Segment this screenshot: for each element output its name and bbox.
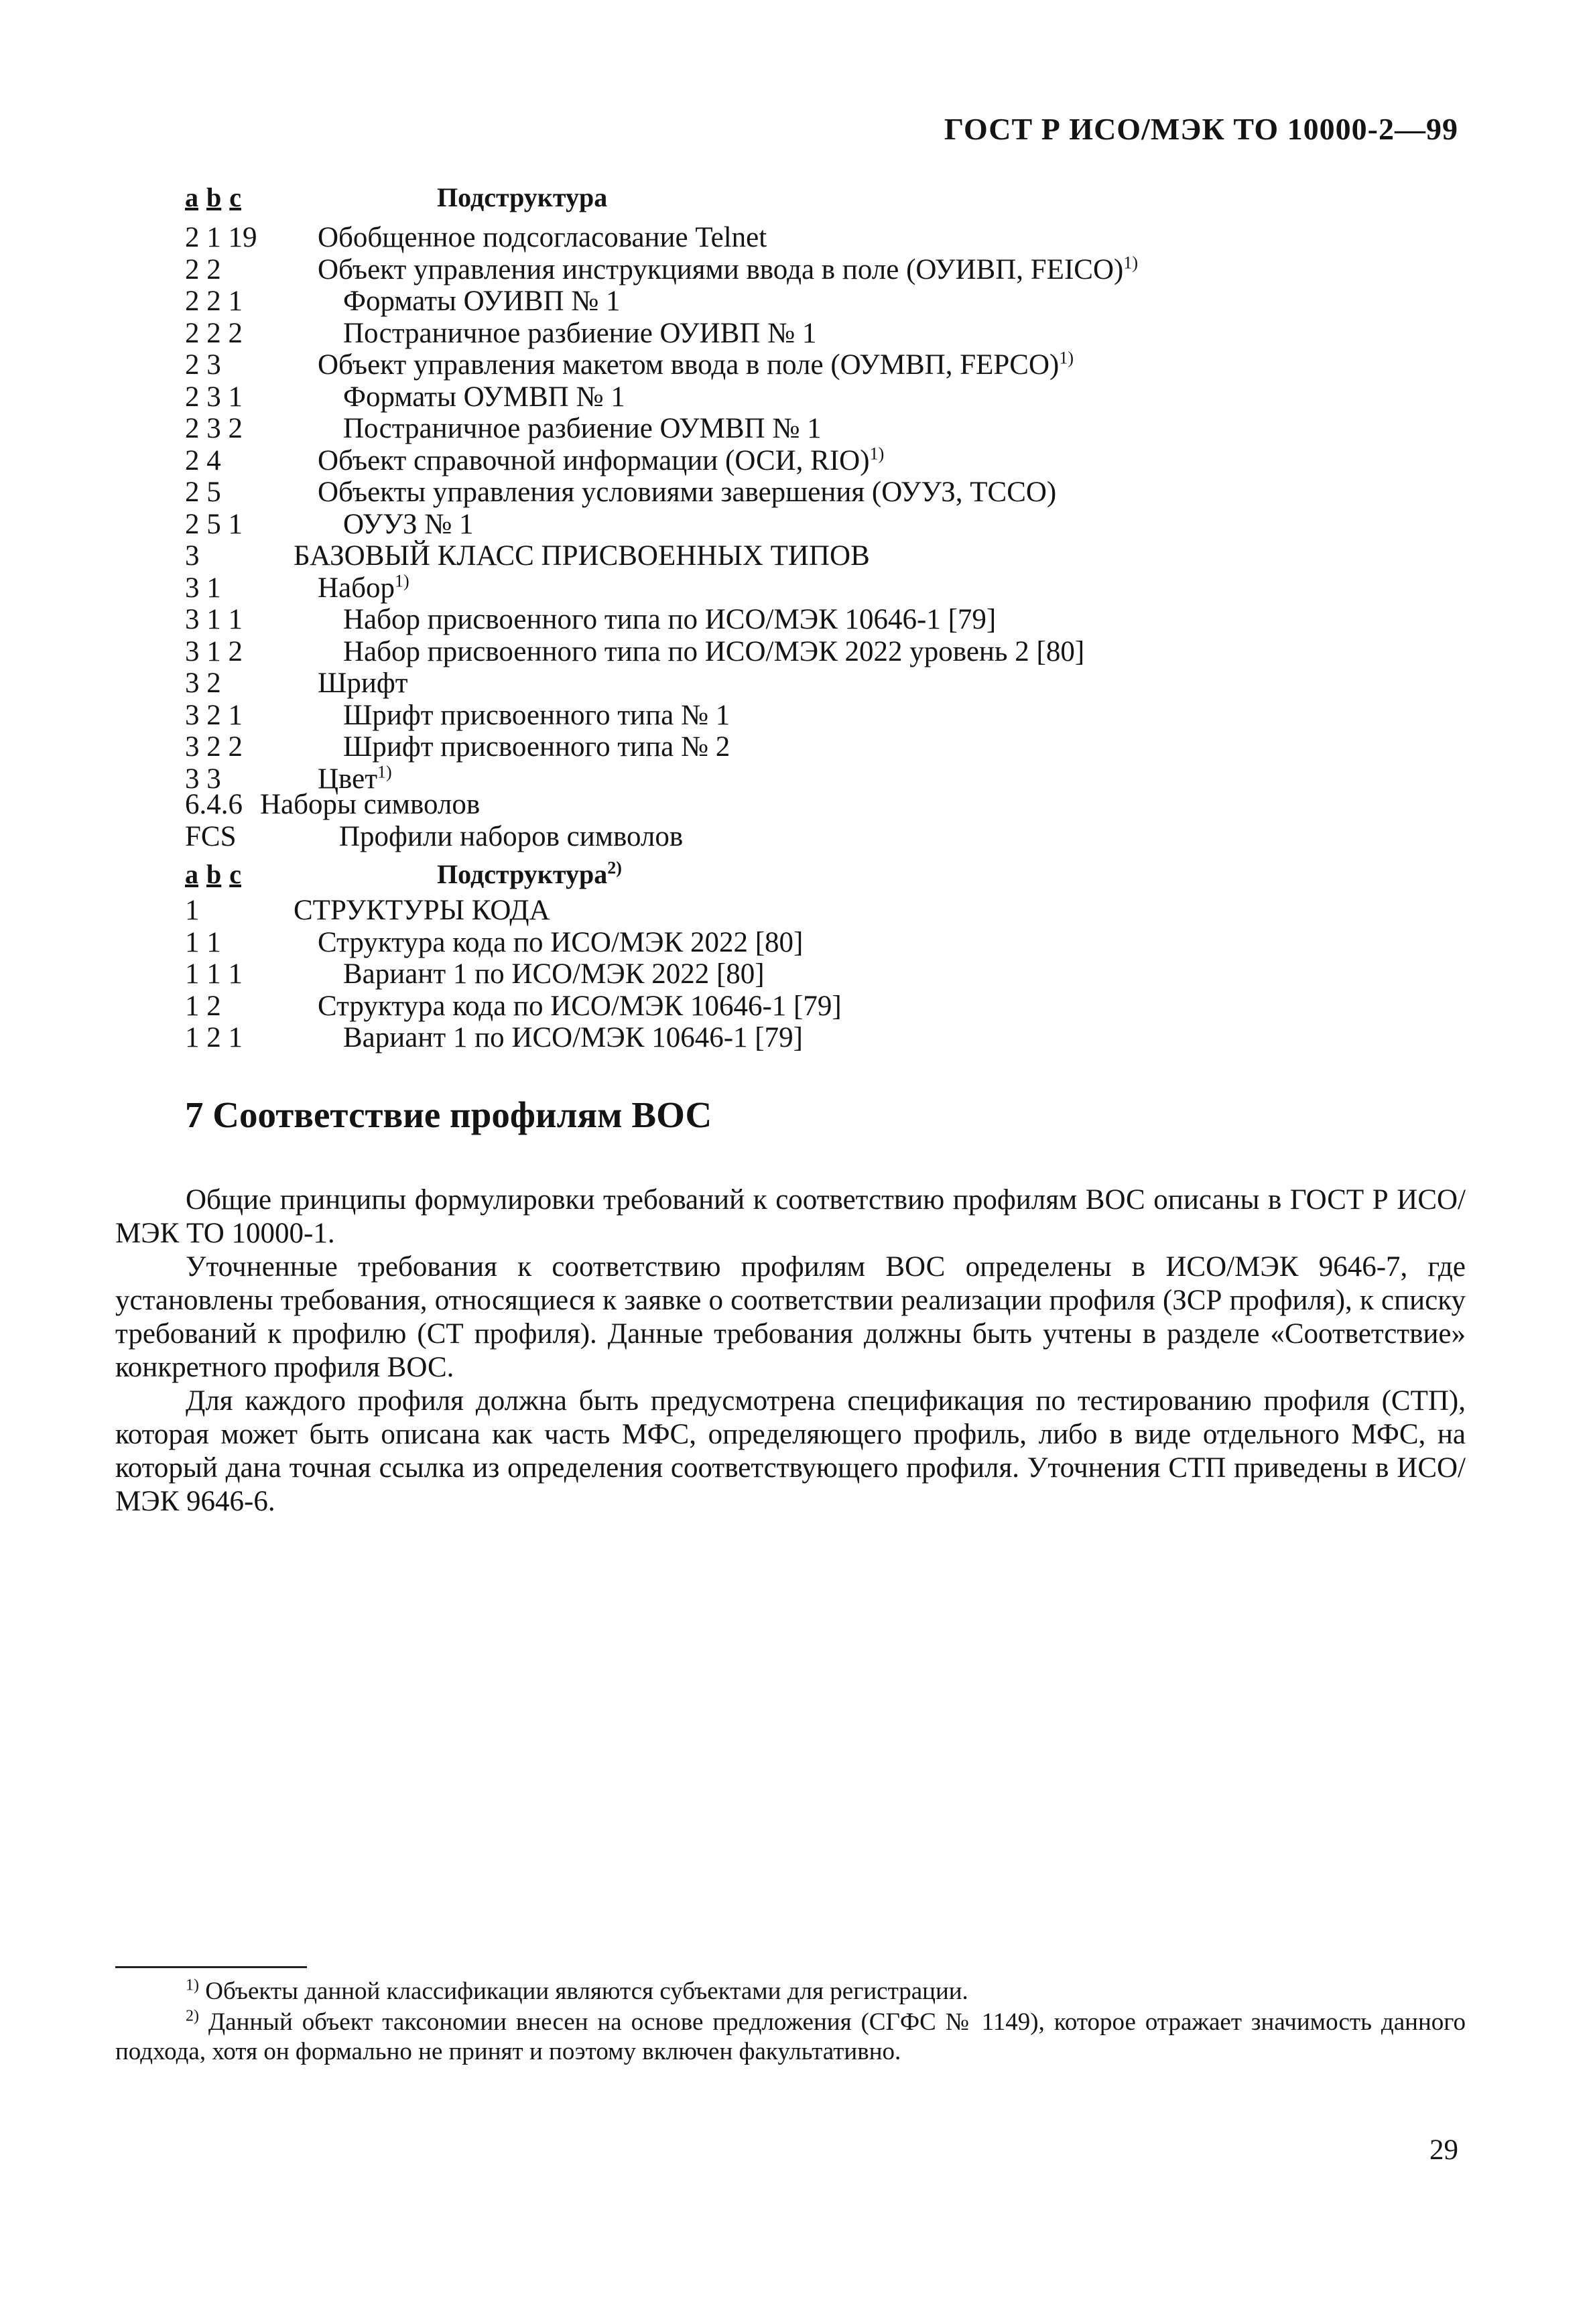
row-text	[318, 476, 1056, 509]
row-code: 2 4	[185, 444, 221, 476]
subsection-title: Наборы символов	[260, 789, 481, 820]
paragraph-3: Для каждого профиля должна быть предусмотрена спецификация по тестированию профиля (СТП), которая может быть описана как часть МФС, определяющего профиль, либо в виде отдельного МФС, на который дана точная ссылка из определения соответствующего профиля. Уточнения СТП приведены в ИСО/МЭК 9646-6.	[115, 1385, 1466, 1517]
row-label: Набор присвоенного типа по ИСО/МЭК 10646-1 [79]	[343, 604, 997, 635]
row-code: 1 2	[185, 990, 221, 1022]
footnote-ref: 1)	[869, 444, 885, 464]
row-code: 3 2 1	[185, 699, 243, 731]
row-code: 3	[185, 540, 200, 572]
row-label: Набор присвоенного типа по ИСО/МЭК 2022 уровень 2 [80]	[343, 635, 1085, 667]
row-code: 2 2	[185, 253, 221, 285]
row-text	[343, 730, 730, 764]
fcs-text: Профили наборов символов	[339, 821, 684, 852]
row-text	[318, 253, 1138, 287]
row-code: 3 1 1	[185, 604, 243, 635]
row-code: 2 5 1	[185, 508, 243, 540]
footnote-mark: 1)	[186, 1976, 199, 1994]
row-code: 1 1	[185, 926, 221, 958]
row-code: 3 2 2	[185, 731, 243, 763]
column-a-label: a	[185, 182, 198, 212]
row-code: 2 1 19	[185, 222, 257, 253]
substructure-header	[437, 858, 622, 891]
column-a-label: a	[185, 859, 198, 889]
row-code: 1 1 1	[185, 958, 243, 990]
column-b-label: b	[206, 859, 222, 889]
footnote-text: Данный объект таксономии внесен на основе предложения (СГФС № 1149), которое отражает значимость данного подхода, хотя он формально не принят и поэтому включен факультативно.	[115, 2008, 1466, 2065]
row-text	[343, 508, 474, 541]
row-text	[343, 1021, 803, 1055]
row-label: Обобщенное подсогласование Telnet	[318, 222, 767, 253]
row-text	[343, 635, 1084, 669]
footnote-ref: 1)	[377, 762, 392, 782]
footnote-1	[115, 1977, 1466, 2006]
row-text	[318, 926, 803, 960]
page-number: 29	[1429, 2134, 1458, 2166]
row-label: Постраничное разбиение ОУМВП № 1	[343, 413, 822, 444]
row-code: 1 2 1	[185, 1022, 243, 1053]
row-label: Вариант 1 по ИСО/МЭК 10646-1 [79]	[343, 1022, 803, 1053]
row-code: 2 3	[185, 349, 221, 381]
row-text	[343, 412, 822, 446]
row-label: Форматы ОУИВП № 1	[343, 285, 621, 317]
column-c-label: c	[229, 859, 242, 889]
row-text	[343, 958, 765, 991]
footnote-ref: 1)	[395, 571, 409, 591]
row-label: Шрифт присвоенного типа № 1	[343, 699, 730, 731]
row-text	[294, 894, 550, 927]
row-text	[318, 990, 842, 1023]
row-label: Цвет	[318, 763, 377, 795]
row-code: 2 3 1	[185, 381, 243, 413]
row-label: Набор	[318, 572, 395, 604]
row-label: БАЗОВЫЙ КЛАСС ПРИСВОЕННЫХ ТИПОВ	[294, 540, 870, 572]
row-label: СТРУКТУРЫ КОДА	[294, 895, 550, 926]
footnote-2	[115, 2008, 1466, 2067]
row-text	[343, 381, 625, 414]
footnote-ref: 1)	[1123, 253, 1138, 273]
footnote-text: Объекты данной классификации являются субъектами для регистрации.	[205, 1978, 968, 2005]
row-text	[343, 285, 621, 318]
row-code: 2 2 1	[185, 285, 243, 317]
paragraph-1: Общие принципы формулировки требований к соответствию профилям ВОС описаны в ГОСТ Р ИСО/МЭК ТО 10000-1.	[115, 1184, 1466, 1249]
footnote-separator	[115, 1966, 307, 1968]
column-c-label: c	[229, 182, 242, 212]
row-text	[343, 317, 816, 350]
footnote-ref: 1)	[1059, 348, 1074, 368]
running-header: ГОСТ Р ИСО/МЭК ТО 10000-2—99	[944, 112, 1458, 146]
row-label: Шрифт присвоенного типа № 2	[343, 731, 730, 763]
row-text	[318, 221, 767, 255]
row-label: Объект управления макетом ввода в поле (ОУМВП, FEPCO)	[318, 349, 1060, 381]
row-text	[343, 699, 730, 732]
footnote-ref: 2)	[607, 858, 622, 878]
row-text	[318, 572, 409, 605]
row-label: Объект управления инструкциями ввода в поле (ОУИВП, FEICO)	[318, 253, 1124, 285]
row-text	[343, 603, 996, 637]
row-label: Структура кода по ИСО/МЭК 2022 [80]	[318, 926, 804, 958]
subsection-number: 6.4.6	[185, 789, 243, 820]
section-7-title: 7 Соответствие профилям ВОС	[185, 1094, 712, 1135]
row-label: Постраничное разбиение ОУИВП № 1	[343, 317, 817, 349]
fcs-code: FCS	[185, 821, 237, 852]
row-code: 2 3 2	[185, 413, 243, 444]
row-label: Объект справочной информации (ОСИ, RIO)	[318, 444, 870, 476]
row-text	[294, 539, 870, 573]
row-text	[318, 444, 884, 478]
row-label: Объекты управления условиями завершения (ОУУЗ, TCCO)	[318, 476, 1057, 508]
row-code: 2 2 2	[185, 317, 243, 349]
row-label: Вариант 1 по ИСО/МЭК 2022 [80]	[343, 958, 765, 990]
row-code: 3 1 2	[185, 635, 243, 667]
column-abc-header	[185, 858, 249, 891]
row-code: 3 2	[185, 667, 221, 699]
row-code: 3 3	[185, 763, 221, 795]
row-text	[318, 667, 408, 700]
row-code: 3 1	[185, 572, 221, 604]
row-code: 2 5	[185, 476, 221, 508]
footnote-mark: 2)	[186, 2007, 199, 2025]
substructure-label: Подструктура	[437, 859, 608, 889]
substructure-header: Подструктура	[437, 182, 608, 212]
row-code: 1	[185, 895, 200, 926]
row-label: ОУУЗ № 1	[343, 508, 474, 540]
row-text	[318, 348, 1074, 382]
row-label: Шрифт	[318, 667, 408, 699]
paragraph-2: Уточненные требования к соответствию профилям ВОС определены в ИСО/МЭК 9646-7, где установлены требования, относящиеся к заявке о соответствии реализации профиля (ЗСР профиля), к списку требований к профилю (СТ профиля). Данные требования должны быть учтены в разделе «Соответствие» конкретного профиля ВОС.	[115, 1251, 1466, 1383]
row-label: Структура кода по ИСО/МЭК 10646-1 [79]	[318, 990, 842, 1022]
column-b-label: b	[206, 182, 222, 212]
column-abc-header	[185, 181, 249, 214]
row-label: Форматы ОУМВП № 1	[343, 381, 625, 413]
